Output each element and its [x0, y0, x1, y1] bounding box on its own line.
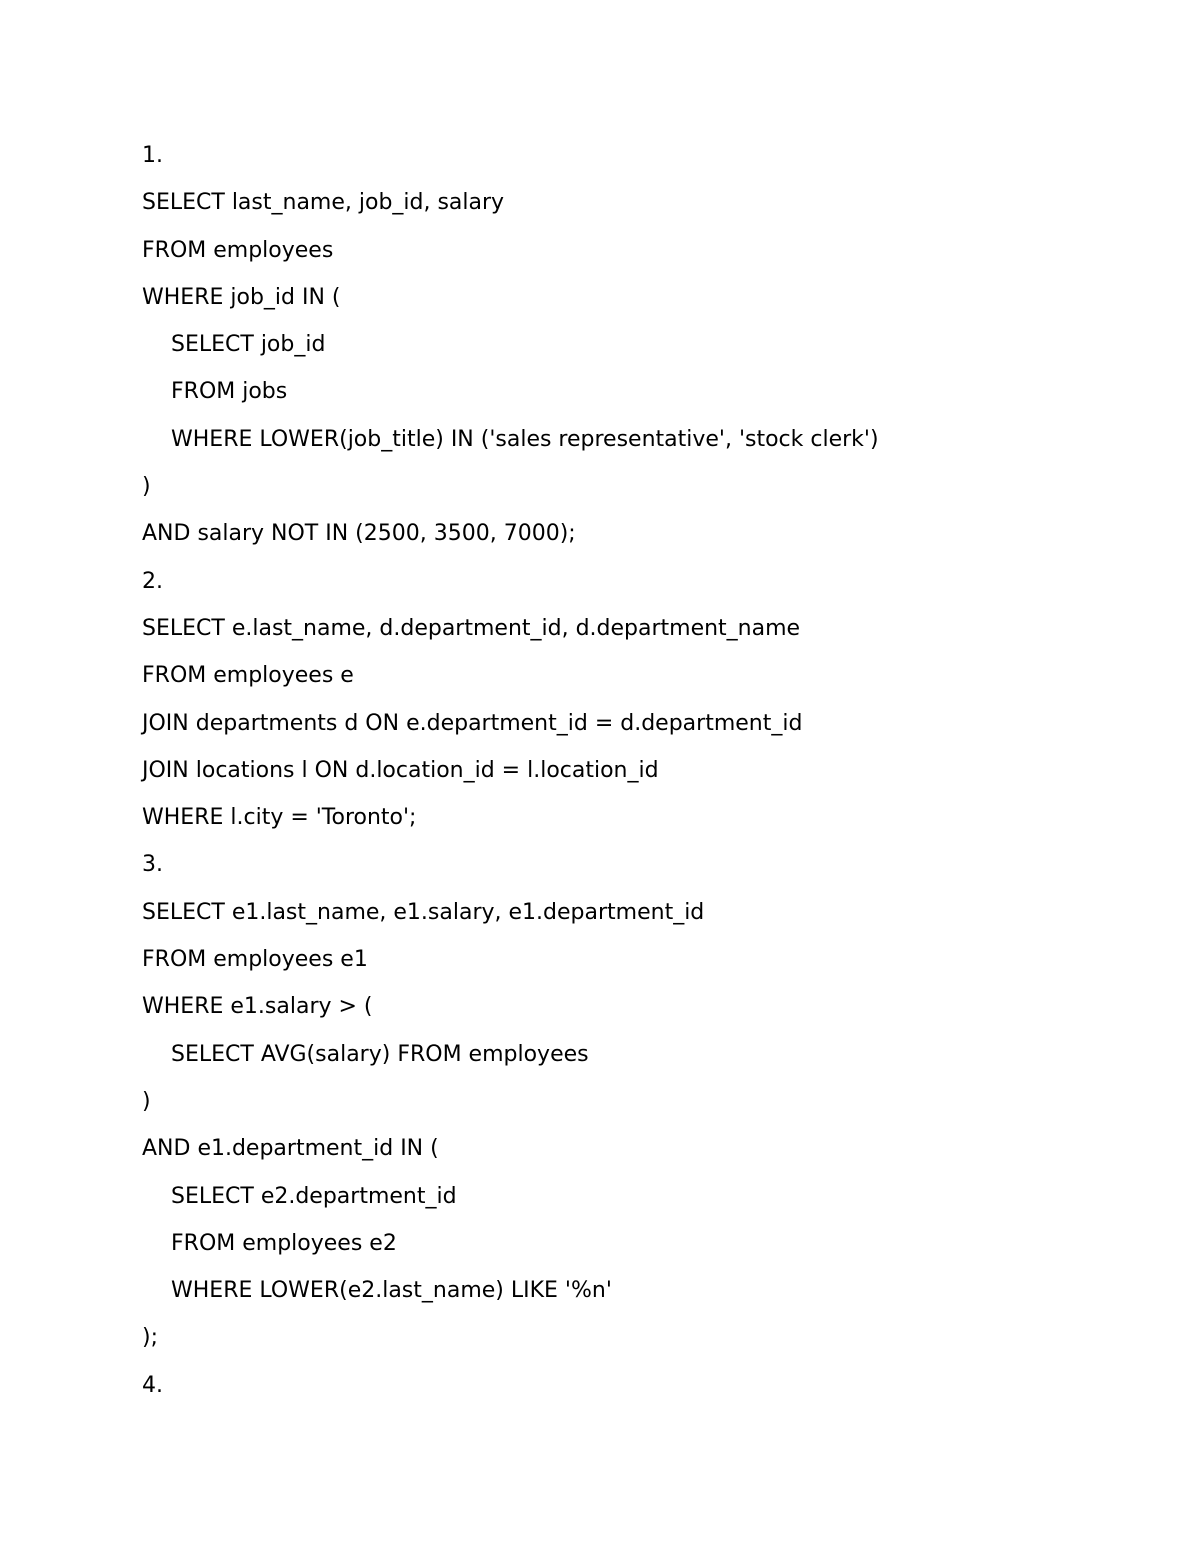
sql-document-body	[142, 138, 1142, 1415]
sql-line: WHERE LOWER(job_title) IN ('sales representative', 'stock clerk')	[171, 426, 879, 452]
sql-line: SELECT e2.department_id	[171, 1183, 457, 1209]
sql-line: FROM employees e1	[142, 947, 368, 973]
sql-line: SELECT e.last_name, d.department_id, d.department_name	[142, 615, 801, 641]
sql-line: AND e1.department_id IN (	[142, 1136, 439, 1162]
sql-line: FROM employees	[142, 237, 334, 263]
sql-line: WHERE l.city = 'Toronto';	[142, 805, 417, 831]
question-number: 4.	[142, 1372, 163, 1398]
sql-line: )	[142, 474, 151, 500]
sql-line: SELECT last_name, job_id, salary	[142, 190, 505, 216]
sql-line: SELECT e1.last_name, e1.salary, e1.department_id	[142, 899, 705, 925]
sql-line: FROM employees e	[142, 663, 354, 689]
sql-line: FROM employees e2	[171, 1230, 397, 1256]
question-number: 3.	[142, 852, 163, 878]
sql-line: AND salary NOT IN (2500, 3500, 7000);	[142, 521, 576, 547]
sql-line: );	[142, 1325, 158, 1351]
sql-line: WHERE LOWER(e2.last_name) LIKE '%n'	[171, 1278, 612, 1304]
question-number: 1.	[142, 143, 163, 168]
sql-line: WHERE e1.salary > (	[142, 994, 373, 1020]
sql-line: WHERE job_id IN (	[142, 284, 341, 310]
sql-line: JOIN departments d ON e.department_id = d.department_id	[142, 710, 803, 736]
sql-line: FROM jobs	[171, 379, 288, 405]
question-number: 2.	[142, 568, 163, 594]
sql-line: SELECT job_id	[171, 332, 326, 358]
sql-line: SELECT AVG(salary) FROM employees	[171, 1041, 589, 1067]
sql-line: )	[142, 1088, 151, 1114]
sql-line: JOIN locations l ON d.location_id = l.location_id	[142, 757, 659, 783]
